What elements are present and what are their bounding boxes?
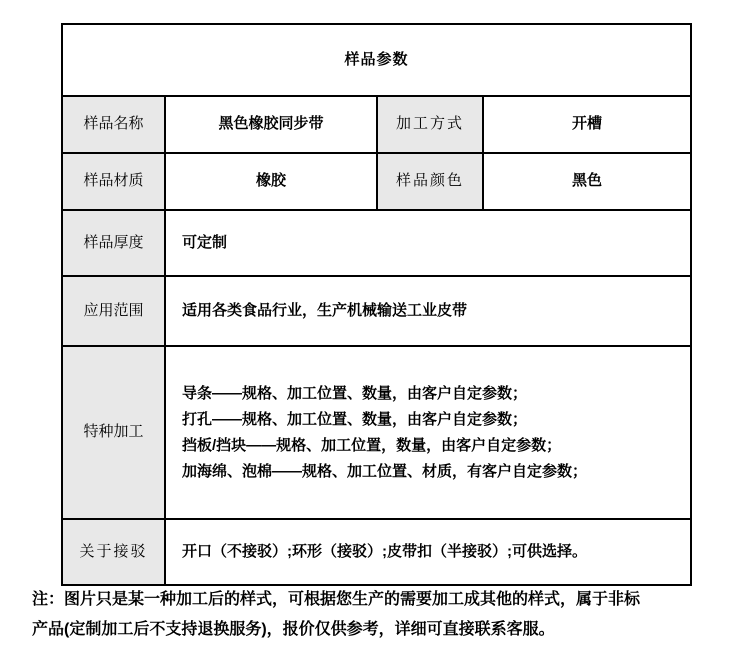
joint-info-label: 关于接驳 (62, 519, 165, 585)
footer-note-line: 产品(定制加工后不支持退换服务)，报价仅供参考，详细可直接联系客服。 (32, 621, 555, 638)
table-title: 样品参数 (62, 24, 691, 96)
sample-color-value: 黑色 (483, 153, 691, 210)
application-range-label: 应用范围 (62, 276, 165, 346)
processing-method-label: 加工方式 (377, 96, 483, 153)
special-processing-line: 挡板/挡块——规格、加工位置，数量，由客户自定参数； (182, 436, 562, 454)
table-title-row (62, 24, 691, 96)
sample-color-label: 样品颜色 (377, 153, 483, 210)
footer-note (32, 585, 722, 645)
application-range-value: 适用各类食品行业，生产机械输送工业皮带 (165, 276, 691, 346)
table-row (62, 96, 691, 153)
spec-table (61, 23, 692, 586)
table-row (62, 210, 691, 276)
table-row (62, 519, 691, 585)
special-processing-label: 特种加工 (62, 346, 165, 519)
special-processing-line: 加海绵、泡棉——规格、加工位置、材质，有客户自定参数； (182, 462, 588, 480)
table-row (62, 276, 691, 346)
sample-material-label: 样品材质 (62, 153, 165, 210)
special-processing-value (165, 346, 691, 519)
sample-thickness-value: 可定制 (165, 210, 691, 276)
sample-name-value: 黑色橡胶同步带 (165, 96, 377, 153)
processing-method-value: 开槽 (483, 96, 691, 153)
sample-material-value: 橡胶 (165, 153, 377, 210)
sample-thickness-label: 样品厚度 (62, 210, 165, 276)
footer-note-line: 注：图片只是某一种加工后的样式，可根据您生产的需要加工成其他的样式，属于非标 (32, 591, 641, 608)
special-processing-line: 导条——规格、加工位置、数量，由客户自定参数； (182, 384, 528, 402)
joint-info-value: 开口（不接驳）;环形（接驳）;皮带扣（半接驳）;可供选择。 (165, 519, 691, 585)
table-row (62, 153, 691, 210)
sample-name-label: 样品名称 (62, 96, 165, 153)
table-row (62, 346, 691, 519)
special-processing-line: 打孔——规格、加工位置、数量，由客户自定参数； (182, 410, 528, 428)
